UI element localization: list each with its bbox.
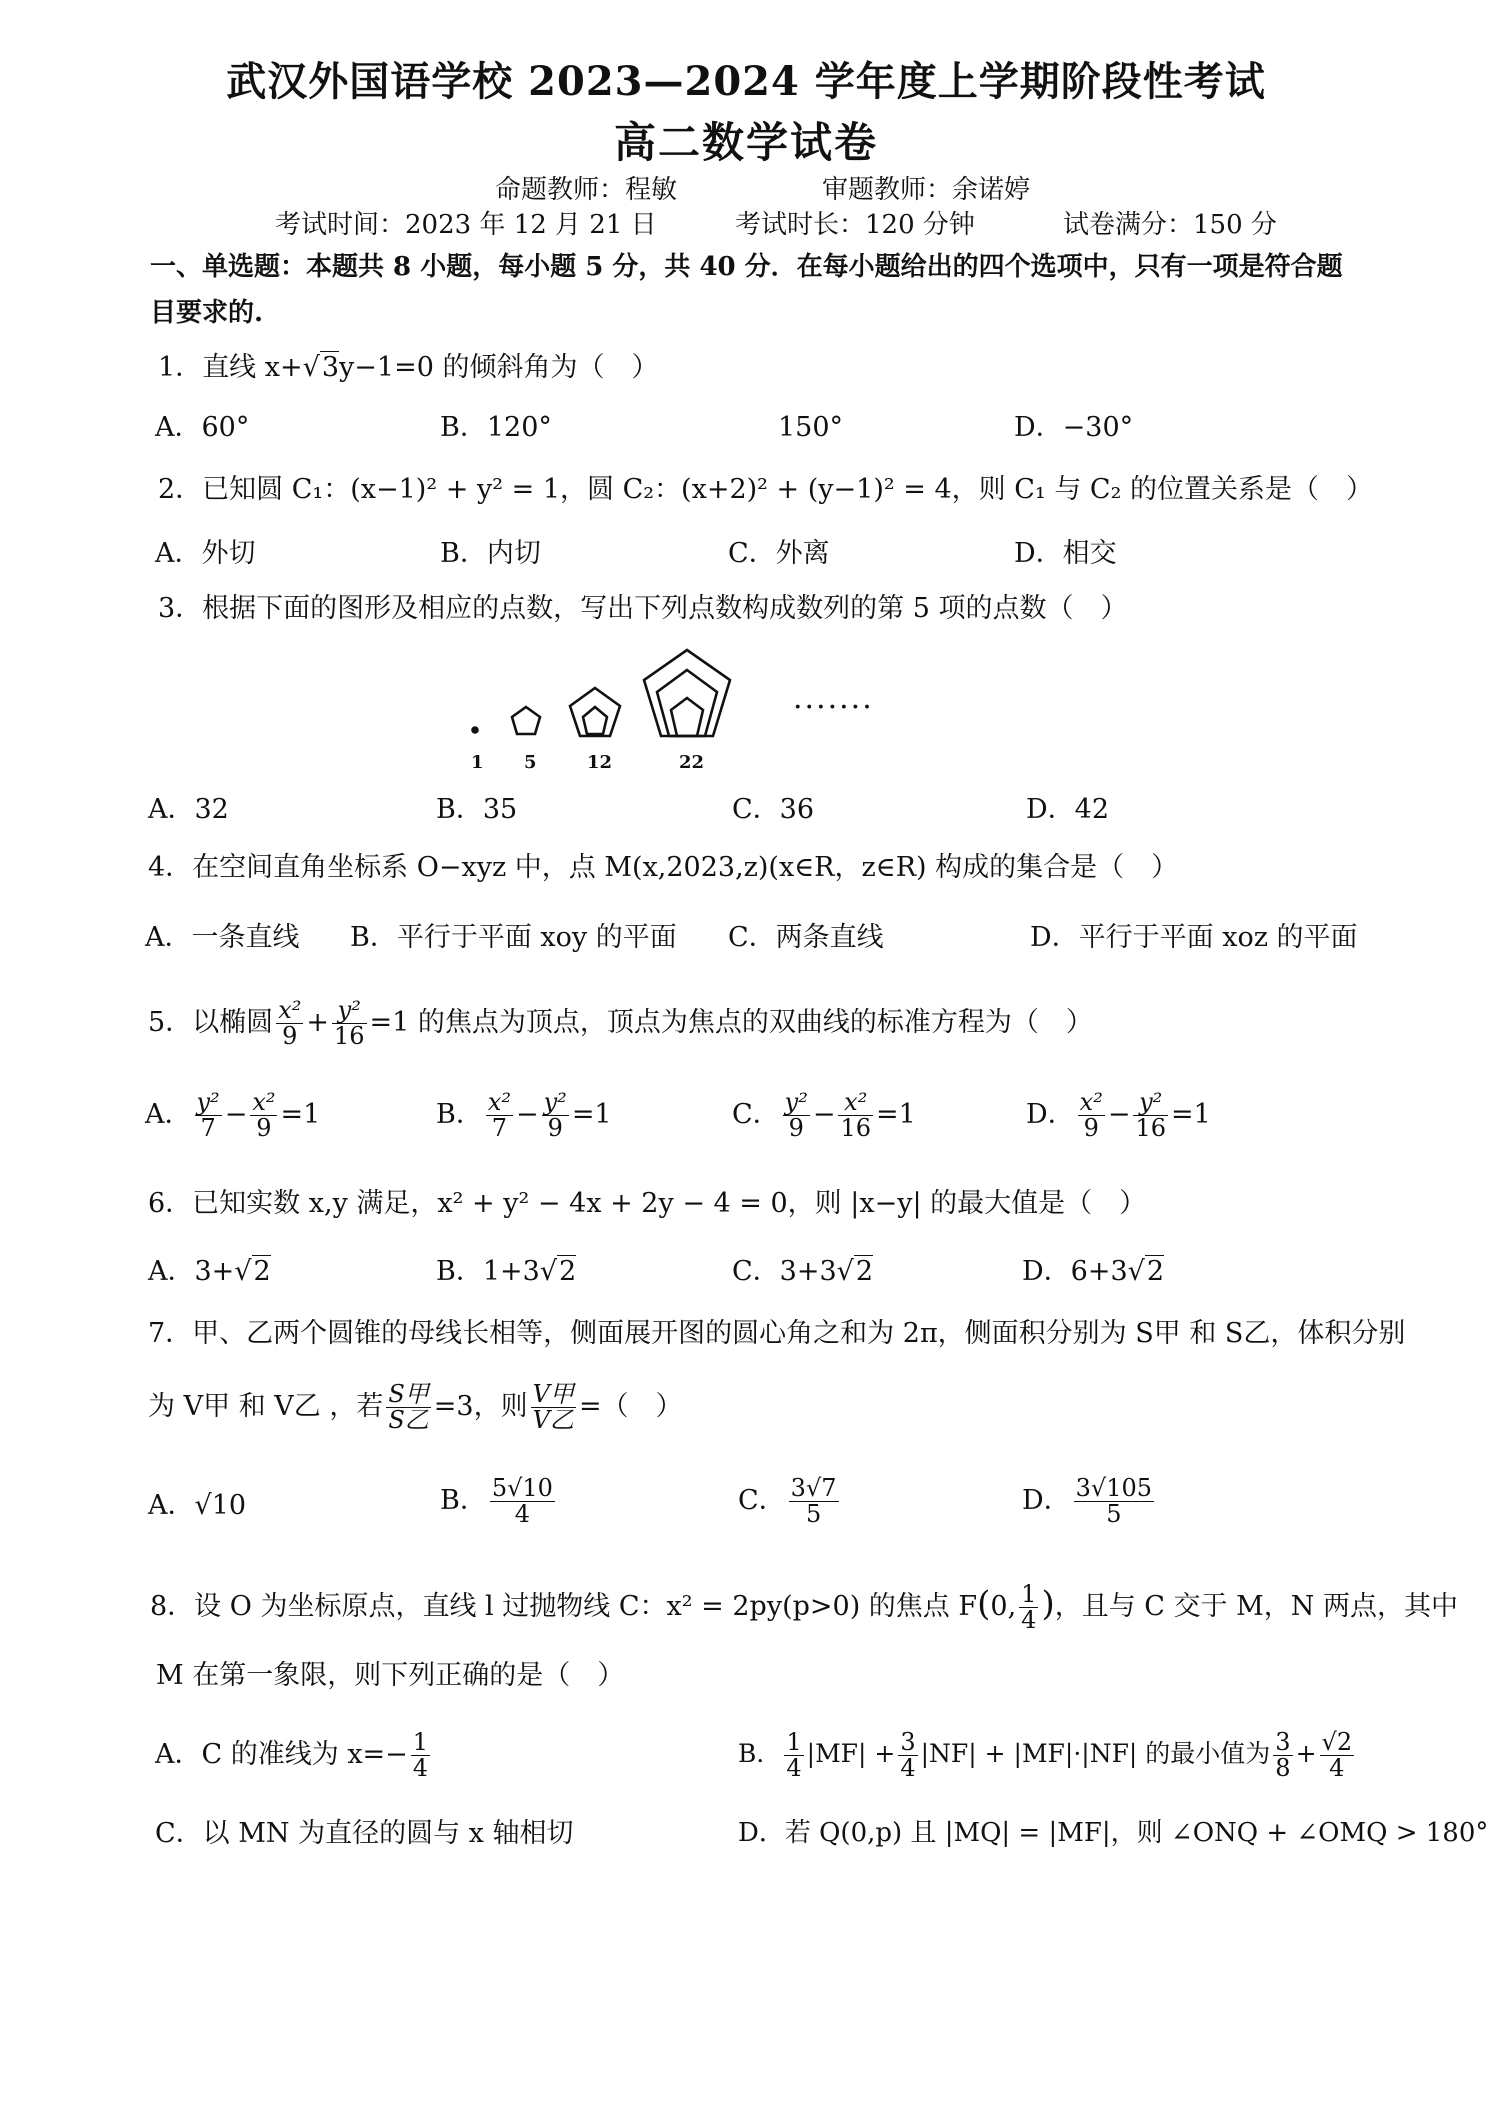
- q6-option-b: B．1+3√2: [436, 1256, 577, 1287]
- pentagonal-dots-figure: [455, 640, 775, 750]
- q6-c-pre: C．3+3: [732, 1256, 837, 1287]
- q1-stem-pre: 直线 x+: [202, 352, 303, 383]
- q5-c-term2: [838, 1090, 873, 1141]
- q8-b-frac-b: [898, 1730, 917, 1781]
- q8-focus-yd: 4: [1021, 1606, 1037, 1635]
- q7-b-frac: [490, 1476, 555, 1527]
- q1-stem-post: y−1=0 的倾斜角为（ ）: [339, 352, 659, 383]
- q8-line1-post: ，且与 C 交于 M，N 两点，其中: [1054, 1591, 1458, 1623]
- q7-option-d: [1022, 1476, 1157, 1527]
- exam-date: 考试时间：2023 年 12 月 21 日: [275, 210, 657, 240]
- q5-c-n2: x²: [838, 1090, 873, 1116]
- q3-option-c: C．36: [732, 794, 815, 825]
- q5-d-d2: 16: [1135, 1114, 1166, 1143]
- q7-option-c: [738, 1476, 842, 1527]
- q8-option-d: D．若 Q(0,p) 且 |MQ| = |MF|，则 ∠ONQ + ∠OMQ > 180°: [738, 1818, 1489, 1848]
- q5-b-eq: =1: [571, 1099, 612, 1131]
- q8-b-mid2: |NF| + |MF|·|NF| 的最小值为: [920, 1739, 1271, 1769]
- q5-b-d2: 9: [547, 1114, 563, 1143]
- q5-ellipse-term2: [332, 998, 367, 1049]
- q7-ratio-s: [386, 1382, 430, 1433]
- reviewer: 审题教师：余诺婷: [822, 175, 1031, 205]
- q7-c-num: 3√7: [790, 1474, 837, 1502]
- q5-a-n1: y²: [196, 1088, 220, 1116]
- q8-b-frac-d: [1320, 1730, 1355, 1781]
- q7-d-frac: [1074, 1476, 1154, 1527]
- q8-focus-yn: 1: [1021, 1580, 1037, 1608]
- q6-option-d: D．6+3√2: [1022, 1256, 1165, 1287]
- q7-ratio-v-d: V乙: [532, 1406, 574, 1435]
- q7-line1: 7．甲、乙两个圆锥的母线长相等，侧面展开图的圆心角之和为 2π，侧面积分别为 S甲 和 S乙，体积分别: [148, 1318, 1406, 1349]
- q5-c-d1: 9: [788, 1114, 804, 1143]
- q6-d-pre: D．6+3: [1022, 1256, 1128, 1287]
- q5-c-eq: =1: [876, 1099, 916, 1131]
- q5-ellipse-n2: y²: [332, 998, 367, 1024]
- q3-option-a: A．32: [148, 794, 229, 825]
- q5-d-n2: y²: [1133, 1090, 1168, 1116]
- q2-option-c: C．外离: [728, 538, 830, 569]
- q8-line2: M 在第一象限，则下列正确的是（ ）: [156, 1660, 625, 1691]
- q6-b-pre: B．1+3: [436, 1256, 540, 1287]
- q5-c-n1: y²: [784, 1088, 808, 1116]
- q7-line2: [148, 1382, 683, 1433]
- figure-label-4: 22: [679, 752, 705, 773]
- q7-c-den: 5: [805, 1500, 822, 1529]
- figure-2-pentagon: [512, 707, 540, 734]
- q8-a-pre: A．C 的准线为 x=−: [155, 1739, 408, 1771]
- figure-1-dot: [473, 728, 478, 733]
- q7-b-num: 5√10: [491, 1474, 553, 1502]
- q5-d-term2: [1133, 1090, 1168, 1141]
- q4-option-b: B．平行于平面 xoy 的平面: [350, 922, 677, 953]
- q8-a-frac-n: 1: [412, 1728, 429, 1756]
- q5-ellipse-term1: [276, 998, 303, 1049]
- q7-line2-post: =（ ）: [578, 1391, 683, 1423]
- q2-option-a: A．外切: [155, 538, 256, 569]
- q8-b-frac-c: [1273, 1730, 1292, 1781]
- q7-d-label: D．: [1022, 1485, 1071, 1517]
- q5-b-n1: x²: [487, 1088, 511, 1116]
- q1-option-d: D．−30°: [1014, 412, 1134, 443]
- q5-stem-pre: 5．以椭圆: [148, 1007, 274, 1039]
- figure-ellipsis: ·······: [793, 690, 874, 725]
- q5-a-d2: 9: [256, 1114, 272, 1143]
- q8-line1: 8．设 O 为坐标原点，直线 l 过抛物线 C：x² = 2py(p>0) 的焦点 F(0, $\frac{1}{4}$ )，且与 C 交于 M，N 两点，其中: [150, 1580, 1458, 1635]
- q8-focus-x: 0: [990, 1591, 1008, 1623]
- setter: 命题教师：程敏: [495, 175, 678, 205]
- q3-option-d: D．42: [1026, 794, 1110, 825]
- q8-b-mid1: |MF| +: [806, 1739, 896, 1769]
- q5-option-b: B． $\frac{\text{x²}}{7}$ − $\frac{\text{y²}}{9}$ =1: [436, 1088, 612, 1143]
- q1-option-b: B．120°: [440, 412, 552, 443]
- q6-d-sqrt: 2: [1146, 1256, 1165, 1287]
- q5-b-d1: 7: [491, 1114, 508, 1143]
- q8-b-frac-c-n: 3: [1275, 1728, 1291, 1756]
- q4-option-a: A．一条直线: [145, 922, 300, 953]
- q2-option-b: B．内切: [440, 538, 541, 569]
- q4-option-c: C．两条直线: [728, 922, 884, 953]
- q8-b-frac-a: [784, 1730, 803, 1781]
- q6-c-sqrt: 2: [855, 1256, 874, 1287]
- q1-option-a: A．60°: [155, 412, 250, 443]
- q8-b-frac-d-d: 4: [1329, 1754, 1345, 1783]
- q7-ratio-s-d: S乙: [388, 1406, 429, 1435]
- q5-b-term1: [486, 1090, 513, 1141]
- q5-option-c-label: C．: [732, 1099, 780, 1131]
- q5-a-d1: 7: [200, 1114, 216, 1143]
- q6-a-pre: A．3+: [148, 1256, 235, 1287]
- q5-option-d: D． $\frac{\text{x²}}{9}$ − $\frac{\text{y²}}{16}$ =1: [1026, 1088, 1211, 1143]
- q5-d-n1: x²: [1079, 1088, 1103, 1116]
- q6-option-a: A．3+√2: [148, 1256, 271, 1287]
- q8-b-frac-a-d: 4: [786, 1754, 802, 1783]
- q8-b-frac-b-d: 4: [900, 1754, 916, 1783]
- q5-b-term2: [542, 1090, 569, 1141]
- figure-label-2: 5: [524, 752, 537, 773]
- q7-ratio-v-n: V甲: [532, 1380, 574, 1408]
- q7-ratio-s-n: S甲: [388, 1380, 429, 1408]
- q5-c-term1: [783, 1090, 810, 1141]
- q5-a-term2: [250, 1090, 277, 1141]
- q7-c-frac: [789, 1476, 839, 1527]
- q7-d-num: 3√105: [1075, 1474, 1153, 1502]
- full-score: 试卷满分：150 分: [1063, 210, 1277, 240]
- q8-b-frac-d-n: √2: [1321, 1728, 1353, 1756]
- q8-option-b: [738, 1730, 1357, 1781]
- q1-sqrt: 3: [321, 352, 340, 383]
- section-heading-line2: 目要求的.: [150, 298, 264, 328]
- q7-b-label: B．: [440, 1485, 487, 1517]
- figure-4-inner-pentagon: [671, 698, 703, 736]
- q3-option-b: B．35: [436, 794, 518, 825]
- q5-option-c: C． $\frac{\text{y²}}{9}$ − $\frac{\text{x²}}{16}$ =1: [732, 1088, 916, 1143]
- q6-b-sqrt: 2: [559, 1256, 577, 1287]
- q5-d-term1: [1078, 1090, 1105, 1141]
- q7-b-den: 4: [514, 1500, 531, 1529]
- q8-a-frac-d: 4: [412, 1754, 429, 1783]
- q7-option-a: [148, 1490, 246, 1522]
- figure-3-pentagon: [570, 688, 620, 736]
- q5-b-n2: y²: [543, 1088, 567, 1116]
- figure-4-mid-pentagon: [657, 670, 717, 736]
- q6-option-c: C．3+3√2: [732, 1256, 874, 1287]
- school-title: 武汉外国语学校 2023—2024 学年度上学期阶段性考试: [226, 58, 1266, 105]
- paper-title: 高二数学试卷: [613, 118, 878, 167]
- duration: 考试时长：120 分钟: [735, 210, 975, 240]
- q7-line2-mid: =3，则: [433, 1391, 528, 1423]
- q5-stem: 5．以椭圆 $\frac{\text{x²}}{9}$ + $\frac{\text{y²}}{16}$ =1 的焦点为顶点，顶点为焦点的双曲线的标准方程为（ ）: [148, 996, 1093, 1051]
- q5-option-a-label: A．: [145, 1099, 192, 1131]
- q5-option-a: A． $\frac{\text{y²}}{7}$ − $\frac{\text{x²}}{9}$ =1: [145, 1088, 321, 1143]
- q8-b-plus: +: [1295, 1739, 1317, 1769]
- q5-c-d2: 16: [840, 1114, 872, 1143]
- q7-ratio-v: [531, 1382, 576, 1433]
- q7-c-label: C．: [738, 1485, 786, 1517]
- figure-label-1: 1: [471, 752, 484, 773]
- figure-label-3: 12: [587, 752, 613, 773]
- q4-stem: 4．在空间直角坐标系 O−xyz 中，点 M(x,2023,z)(x∈R，z∈R) 构成的集合是（ ）: [148, 852, 1179, 883]
- q8-b-frac-c-d: 8: [1275, 1754, 1291, 1783]
- q3-stem: 3．根据下面的图形及相应的点数，写出下列点数构成数列的第 5 项的点数（ ）: [158, 593, 1128, 624]
- q2-option-d: D．相交: [1014, 538, 1117, 569]
- q7-option-b: [440, 1476, 558, 1527]
- q8-line1-pre: 8．设 O 为坐标原点，直线 l 过抛物线 C：x² = 2py(p>0) 的焦点 F: [150, 1591, 978, 1623]
- q8-option-c: C．以 MN 为直径的圆与 x 轴相切: [155, 1818, 574, 1849]
- q5-d-d1: 9: [1083, 1114, 1099, 1143]
- q8-b-pre: B．: [738, 1739, 782, 1769]
- q5-option-b-label: B．: [436, 1099, 483, 1131]
- q5-d-eq: =1: [1170, 1099, 1211, 1131]
- q5-stem-post: =1 的焦点为顶点，顶点为焦点的双曲线的标准方程为（ ）: [369, 1007, 1093, 1039]
- q5-option-d-label: D．: [1026, 1099, 1075, 1131]
- q1-stem: 1．直线 x+√3y−1=0 的倾斜角为（ ）: [158, 352, 659, 383]
- q7-d-den: 5: [1106, 1500, 1122, 1529]
- q6-a-sqrt: 2: [253, 1256, 271, 1287]
- q5-a-term1: [195, 1090, 222, 1141]
- q4-option-d: D．平行于平面 xoz 的平面: [1030, 922, 1358, 953]
- q7-a-value: √10: [194, 1490, 247, 1521]
- q5-a-n2: x²: [252, 1088, 276, 1116]
- q8-a-frac: [411, 1730, 430, 1781]
- q8-focus-y: [1019, 1582, 1038, 1633]
- q8-b-frac-b-n: 3: [900, 1728, 916, 1756]
- q5-ellipse-n1: x²: [278, 996, 302, 1024]
- q8-b-frac-a-n: 1: [786, 1728, 802, 1756]
- q5-a-eq: =1: [280, 1099, 321, 1131]
- q1-number: 1．: [158, 352, 203, 383]
- q5-ellipse-d1: 9: [282, 1022, 298, 1051]
- q7-a-label: A．: [148, 1490, 195, 1521]
- q2-stem: 2．已知圆 C₁：(x−1)² + y² = 1，圆 C₂：(x+2)² + (y−1)² = 4，则 C₁ 与 C₂ 的位置关系是（ ）: [158, 474, 1373, 505]
- q7-line2-pre: 为 V甲 和 V乙 ，若: [148, 1391, 384, 1423]
- figure-3-inner-pentagon: [583, 707, 607, 734]
- q1-option-c: 150°: [778, 412, 844, 443]
- q8-option-a: [155, 1730, 433, 1781]
- q6-stem: 6．已知实数 x,y 满足，x² + y² − 4x + 2y − 4 = 0，则 |x−y| 的最大值是（ ）: [148, 1188, 1147, 1219]
- section-heading-line1: 一、单选题：本题共 8 小题，每小题 5 分，共 40 分．在每小题给出的四个选项中，只有一项是符合题: [150, 252, 1343, 282]
- q5-ellipse-d2: 16: [333, 1022, 365, 1051]
